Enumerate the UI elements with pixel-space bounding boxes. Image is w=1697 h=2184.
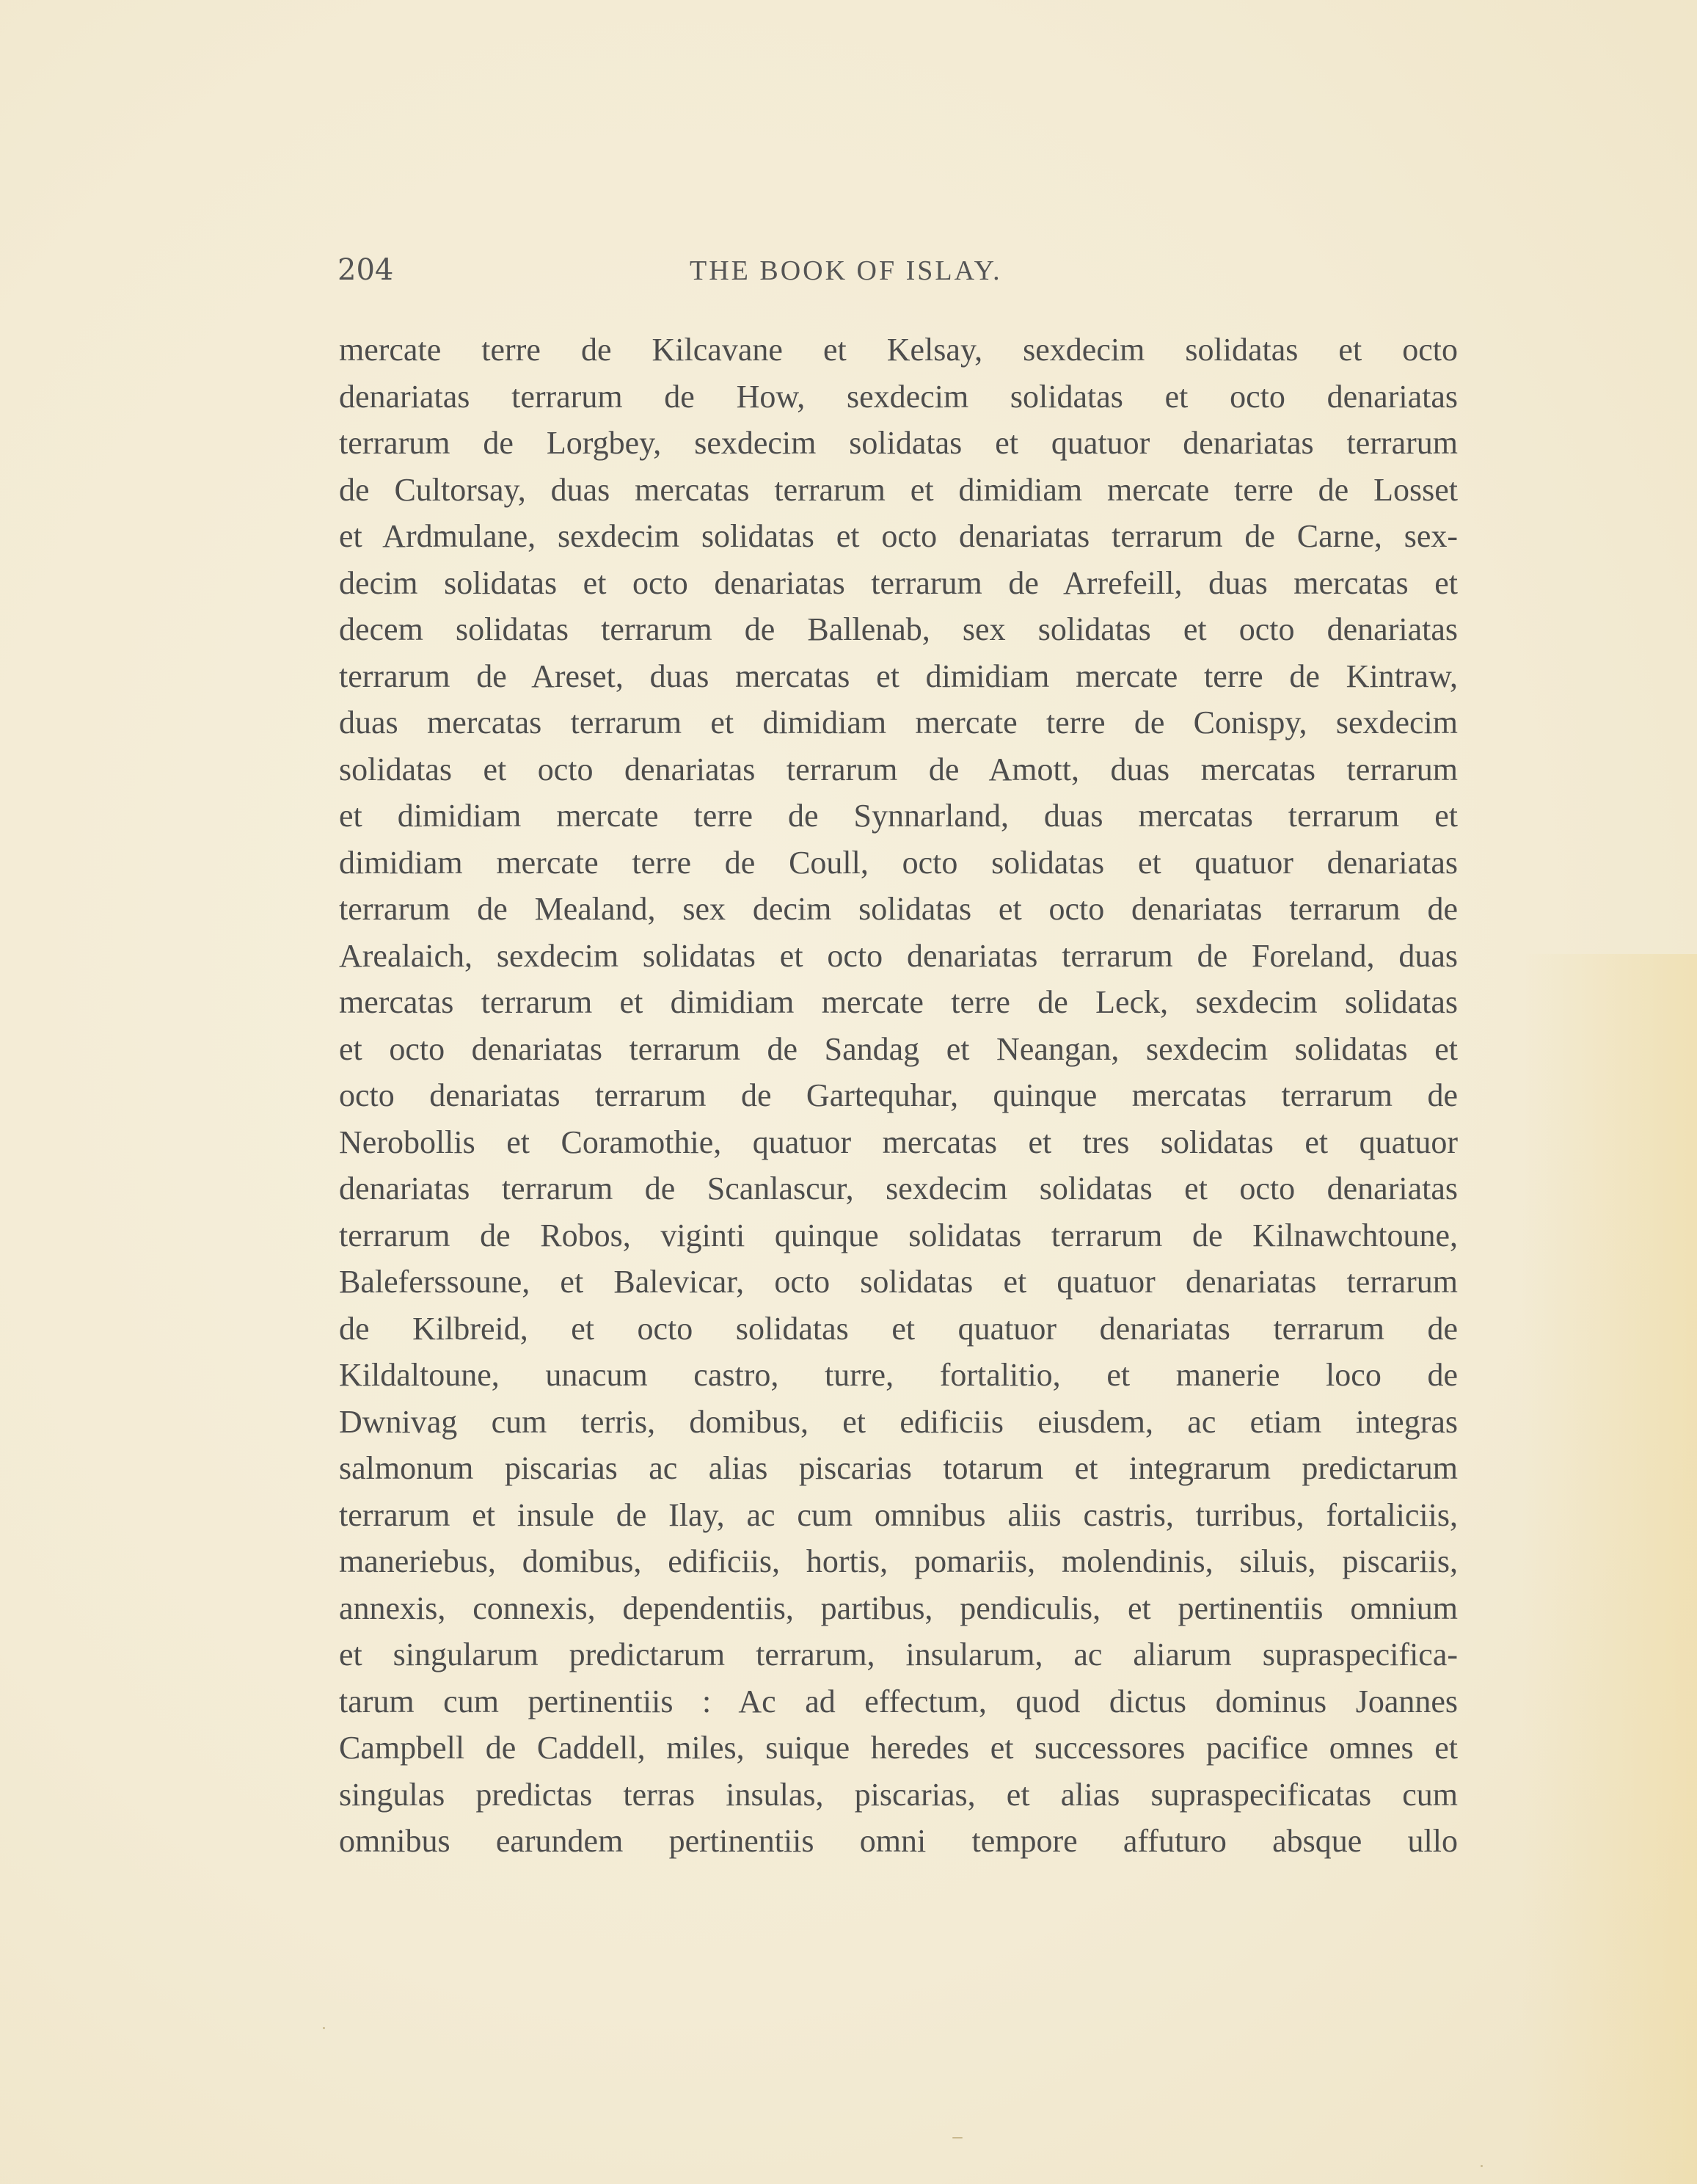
text-line: et singularum predictarum terrarum, insularum, ac aliarum supraspecifica-: [339, 1637, 1458, 1672]
text-line: et octo denariatas terrarum de Sandag et Neangan, sexdecim solidatas et: [339, 1030, 1458, 1067]
paper-speck: [1481, 2165, 1483, 2167]
text-line: Dwnivag cum terris, domibus, et edificiis eiusdem, ac etiam integras: [339, 1403, 1458, 1440]
text-line: terrarum de Robos, viginti quinque solidatas terrarum de Kilnawchtoune,: [339, 1217, 1458, 1253]
text-line: et dimidiam mercate terre de Synnarland, duas mercatas terrarum et: [339, 798, 1458, 834]
text-line: decem solidatas terrarum de Ballenab, sex solidatas et octo denariatas: [339, 611, 1458, 647]
text-line: de Cultorsay, duas mercatas terrarum et dimidiam mercate terre de Losset: [339, 471, 1458, 508]
text-line: octo denariatas terrarum de Gartequhar, quinque mercatas terrarum de: [339, 1077, 1458, 1113]
text-line: denariatas terrarum de How, sexdecim solidatas et octo denariatas: [339, 378, 1458, 415]
running-head: [337, 253, 1456, 297]
text-line: terrarum et insule de Ilay, ac cum omnibus aliis castris, turribus, fortaliciis,: [339, 1496, 1458, 1533]
paper-speck: [323, 2027, 325, 2029]
text-line: duas mercatas terrarum et dimidiam mercate terre de Conispy, sexdecim: [339, 705, 1458, 740]
text-line: tarum cum pertinentiis : Ac ad effectum, quod dictus dominus Joannes: [339, 1683, 1458, 1719]
text-line: singulas predictas terras insulas, piscarias, et alias supraspecificatas cum: [339, 1776, 1458, 1813]
body-text: [339, 327, 1458, 1865]
text-line: annexis, connexis, dependentiis, partibus, pendiculis, et pertinentiis omnium: [339, 1590, 1458, 1626]
text-line: terrarum de Lorgbey, sexdecim solidatas et quatuor denariatas terrarum: [339, 425, 1458, 461]
text-line: et Ardmulane, sexdecim solidatas et octo denariatas terrarum de Carne, sex-: [339, 518, 1458, 554]
book-title: THE BOOK OF ISLAY.: [690, 255, 1002, 286]
text-line: Kildaltoune, unacum castro, turre, fortalitio, et manerie loco de: [339, 1357, 1458, 1393]
text-line: terrarum de Areset, duas mercatas et dimidiam mercate terre de Kintraw,: [339, 658, 1458, 694]
text-line: salmonum piscarias ac alias piscarias totarum et integrarum predictarum: [339, 1450, 1458, 1486]
text-line: Baleferssoune, et Balevicar, octo solidatas et quatuor denariatas terrarum: [339, 1264, 1458, 1300]
text-line: mercate terre de Kilcavane et Kelsay, sexdecim solidatas et octo: [339, 332, 1458, 368]
text-line: denariatas terrarum de Scanlascur, sexdecim solidatas et octo denariatas: [339, 1171, 1458, 1206]
text-line: Nerobollis et Coramothie, quatuor mercatas et tres solidatas et quatuor: [339, 1124, 1458, 1160]
text-line: omnibus earundem pertinentiis omni tempore affuturo absque ullo: [339, 1823, 1458, 1859]
page-edge-discoloration: [1521, 954, 1697, 2184]
text-line: de Kilbreid, et octo solidatas et quatuor denariatas terrarum de: [339, 1310, 1458, 1347]
page-number: 204: [337, 253, 394, 287]
text-line: solidatas et octo denariatas terrarum de Amott, duas mercatas terrarum: [339, 751, 1458, 787]
text-line: decim solidatas et octo denariatas terrarum de Arrefeill, duas mercatas et: [339, 564, 1458, 601]
paper-speck: [952, 2137, 963, 2138]
text-line: mercatas terrarum et dimidiam mercate terre de Leck, sexdecim solidatas: [339, 984, 1458, 1020]
text-line: Arealaich, sexdecim solidatas et octo denariatas terrarum de Foreland, duas: [339, 937, 1458, 974]
text-line: maneriebus, domibus, edificiis, hortis, pomariis, molendinis, siluis, piscariis,: [339, 1543, 1458, 1579]
text-line: terrarum de Mealand, sex decim solidatas et octo denariatas terrarum de: [339, 891, 1458, 927]
text-line: Campbell de Caddell, miles, suique heredes et successores pacifice omnes et: [339, 1730, 1458, 1766]
text-line: dimidiam mercate terre de Coull, octo solidatas et quatuor denariatas: [339, 844, 1458, 881]
